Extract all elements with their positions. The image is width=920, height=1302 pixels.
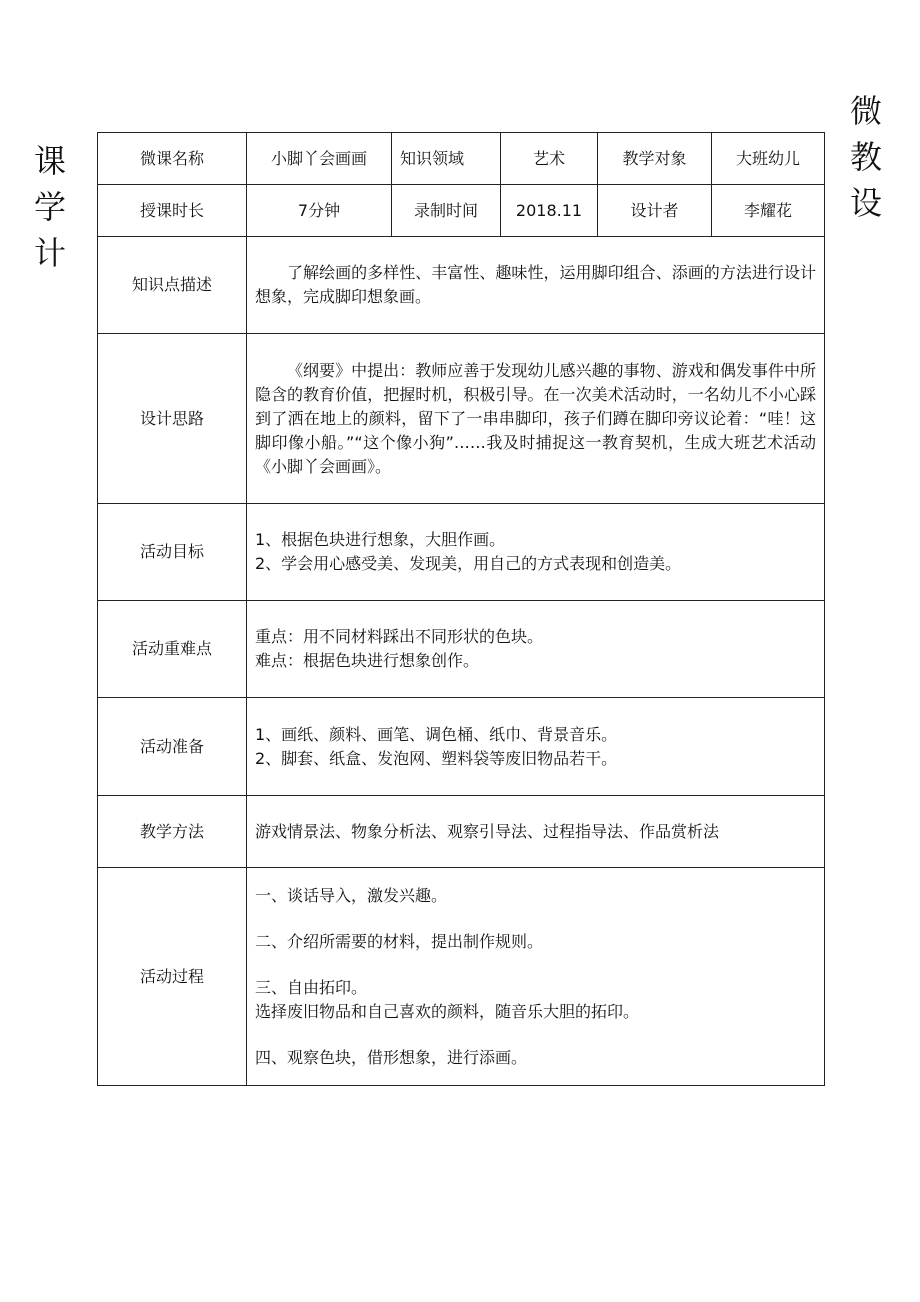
record-value: 2018.11 bbox=[501, 185, 598, 237]
spacer bbox=[255, 908, 816, 930]
header-row-2 bbox=[98, 185, 825, 237]
keypoint-item: 重点：用不同材料踩出不同形状的色块。 bbox=[255, 627, 544, 646]
target-label: 教学对象 bbox=[598, 133, 712, 185]
design-label: 设计思路 bbox=[98, 334, 247, 504]
methods-text: 游戏情景法、物象分析法、观察引导法、过程指导法、作品赏析法 bbox=[247, 796, 825, 868]
field-label: 知识领域 bbox=[392, 133, 501, 185]
knowledge-label: 知识点描述 bbox=[98, 237, 247, 334]
preparation-label: 活动准备 bbox=[98, 698, 247, 796]
goals-row bbox=[98, 504, 825, 601]
duration-value: 7分钟 bbox=[247, 185, 392, 237]
title-char: 计 bbox=[34, 234, 67, 272]
process-step: 四、观察色块，借形想象，进行添画。 bbox=[255, 1047, 528, 1067]
process-label: 活动过程 bbox=[98, 868, 247, 1086]
goal-item: 1、根据色块进行想象，大胆作画。 bbox=[255, 530, 506, 549]
goals-label: 活动目标 bbox=[98, 504, 247, 601]
keypoint-item: 难点：根据色块进行想象创作。 bbox=[255, 651, 480, 670]
duration-label: 授课时长 bbox=[98, 185, 247, 237]
title-char: 设 bbox=[850, 184, 883, 222]
knowledge-content bbox=[247, 237, 825, 334]
designer-label: 设计者 bbox=[598, 185, 712, 237]
title-char: 课 bbox=[34, 142, 67, 180]
keypoints-label: 活动重难点 bbox=[98, 601, 247, 698]
design-content bbox=[247, 334, 825, 504]
preparation-item: 1、画纸、颜料、画笔、调色桶、纸巾、背景音乐。 bbox=[255, 724, 618, 744]
target-value: 大班幼儿 bbox=[712, 133, 825, 185]
course-name-value: 小脚丫会画画 bbox=[247, 133, 392, 185]
field-value: 艺术 bbox=[501, 133, 598, 185]
preparation-item: 2、脚套、纸盒、发泡网、塑料袋等废旧物品若干。 bbox=[255, 748, 618, 768]
process-step: 二、介绍所需要的材料，提出制作规则。 bbox=[255, 931, 544, 951]
goal-item: 2、学会用心感受美、发现美，用自己的方式表现和创造美。 bbox=[255, 554, 682, 573]
title-char: 教 bbox=[850, 138, 883, 176]
keypoints-row bbox=[98, 601, 825, 698]
header-row-1 bbox=[98, 133, 825, 185]
goals-content bbox=[247, 504, 825, 601]
process-step: 一、谈话导入，激发兴趣。 bbox=[255, 885, 448, 905]
record-label: 录制时间 bbox=[392, 185, 501, 237]
designer-value: 李耀花 bbox=[712, 185, 825, 237]
design-text: 《纲要》中提出：教师应善于发现幼儿感兴趣的事物、游戏和偶发事件中所隐含的教育价值，把握时机，积极引导。在一次美术活动时，一名幼儿不小心踩到了洒在地上的颜料，留下了一串串脚印，孩子们蹲在脚印旁议论着：“哇！这脚印像小船。”“这个像小狗”……我及时捕捉这一教育契机，生成大班艺术活动《小脚丫会画画》。 bbox=[255, 360, 816, 476]
knowledge-row bbox=[98, 237, 825, 334]
knowledge-text: 了解绘画的多样性、丰富性、趣味性，运用脚印组合、添画的方法进行设计想象，完成脚印想象画。 bbox=[255, 263, 816, 306]
preparation-row bbox=[98, 698, 825, 796]
title-char: 微 bbox=[850, 92, 883, 130]
design-row bbox=[98, 334, 825, 504]
process-step: 三、自由拓印。 bbox=[255, 977, 368, 997]
methods-label: 教学方法 bbox=[98, 796, 247, 868]
preparation-content bbox=[247, 698, 825, 796]
document-title-right bbox=[850, 88, 882, 226]
document-title-left bbox=[34, 138, 66, 276]
process-row bbox=[98, 868, 825, 1086]
course-name-label: 微课名称 bbox=[98, 133, 247, 185]
spacer bbox=[255, 1024, 816, 1046]
process-step: 选择废旧物品和自己喜欢的颜料，随音乐大胆的拓印。 bbox=[255, 1001, 640, 1021]
process-content bbox=[247, 868, 825, 1086]
lesson-plan-table bbox=[97, 132, 825, 1086]
keypoints-content bbox=[247, 601, 825, 698]
methods-row bbox=[98, 796, 825, 868]
spacer bbox=[255, 954, 816, 976]
title-char: 学 bbox=[34, 188, 67, 226]
